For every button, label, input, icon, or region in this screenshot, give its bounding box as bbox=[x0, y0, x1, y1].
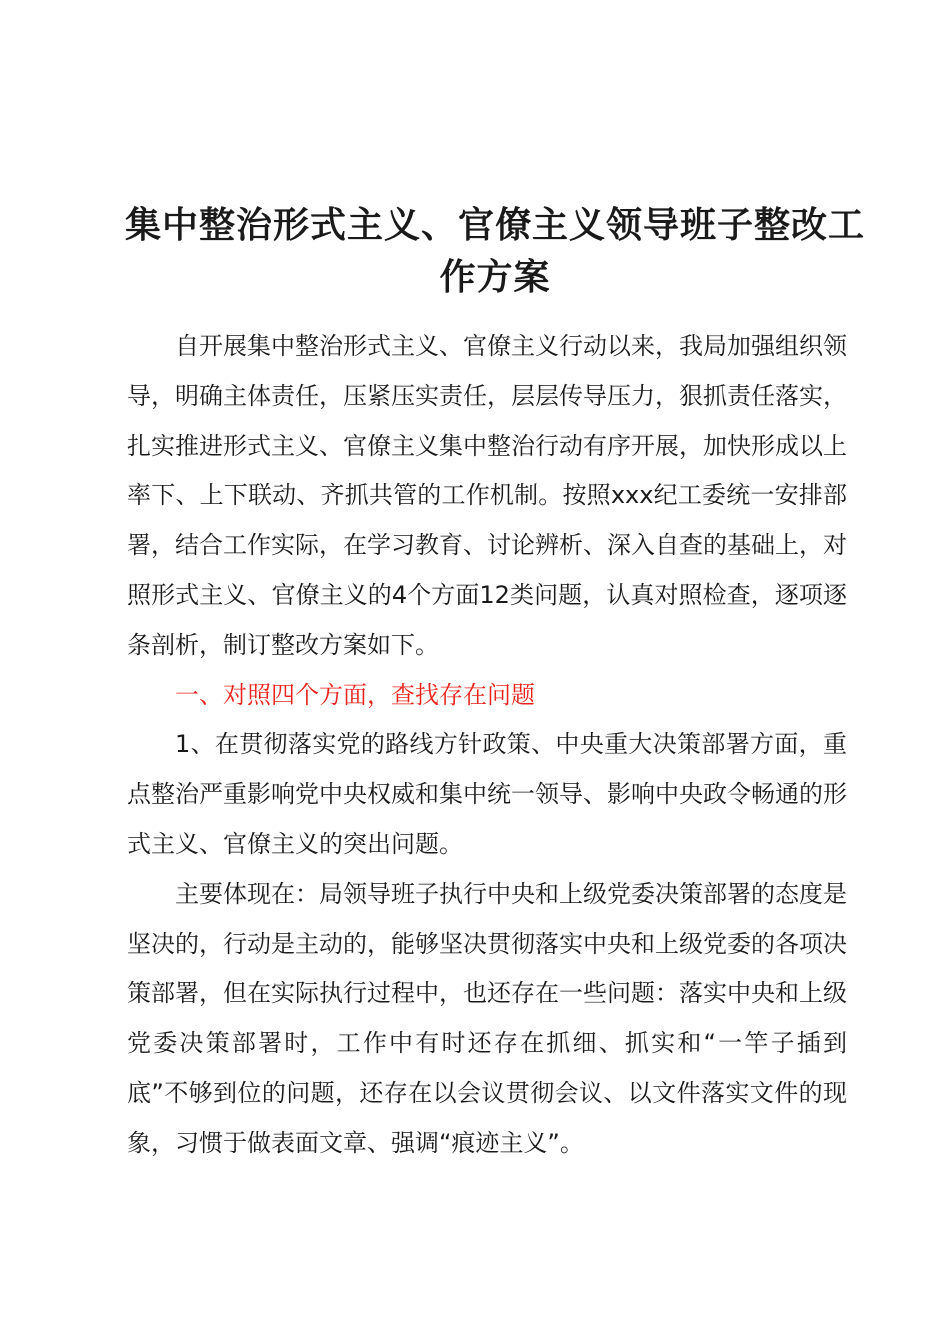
section-heading: 一、对照四个方面，查找存在问题 bbox=[175, 680, 535, 709]
detail-paragraph: 主要体现在：局领导班子执行中央和上级党委决策部署的态度是坚决的，行动是主动的，能够坚决贯彻落实中央和上级党委的各项决策部署，但在实际执行过程中，也还存在一些问题：落实中央和上级党委决策部署时，工作中有时还存在抓细、抓实和“一竿子插到底”不够到位的问题，还存在以会议贯彻会议、以文件落实文件的现象，习惯于做表面文章、强调“痕迹主义”。 bbox=[127, 879, 847, 1157]
item-paragraph: 1、在贯彻落实党的路线方针政策、中央重大决策部署方面，重点整治严重影响党中央权威和集中统一领导、影响中央政令畅通的形式主义、官僚主义的突出问题。 bbox=[127, 730, 847, 858]
document-body bbox=[127, 322, 847, 1169]
intro-paragraph: 自开展集中整治形式主义、官僚主义行动以来，我局加强组织领导，明确主体责任，压紧压实责任，层层传导压力，狠抓责任落实，扎实推进形式主义、官僚主义集中整治行动有序开展，加快形成以上率下、上下联动、齐抓共管的工作机制。按照xxx纪工委统一安排部署，结合工作实际，在学习教育、讨论辨析、深入自查的基础上，对照形式主义、官僚主义的4个方面12类问题，认真对照检查，逐项逐条剖析，制订整改方案如下。 bbox=[127, 332, 847, 659]
document-title: 集中整治形式主义、官僚主义领导班子整改工作方案 bbox=[124, 205, 865, 298]
